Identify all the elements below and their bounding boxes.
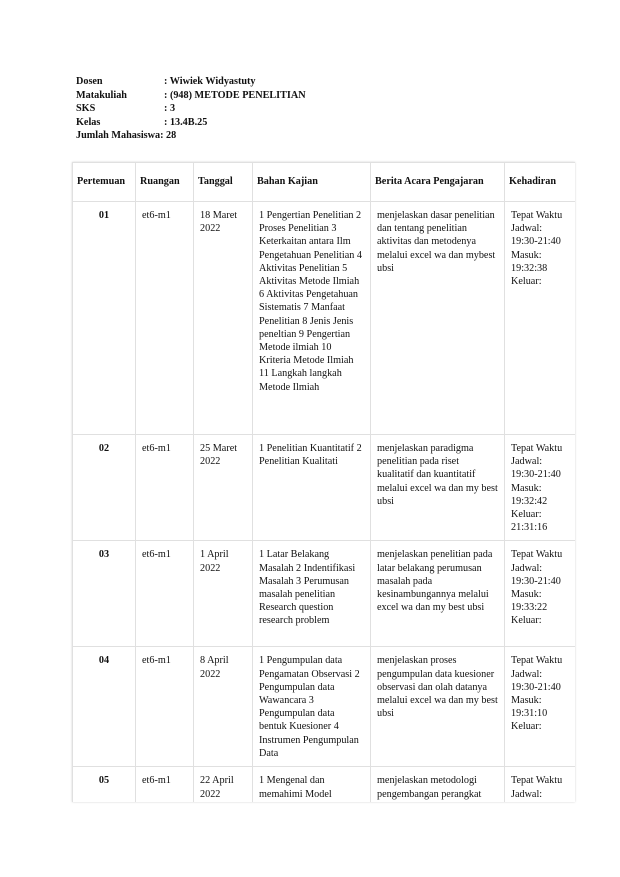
cell-ruangan: et6-m1 [136, 767, 194, 802]
kelas-row [76, 116, 306, 130]
cell-kehadiran: Tepat Waktu Jadwal: 19:30-21:40 Masuk: 19:32:42 Keluar: 21:31:16 [505, 435, 576, 541]
table-header-row [73, 163, 576, 202]
table-row [73, 767, 576, 802]
table-row [73, 647, 576, 767]
cell-pertemuan: 01 [73, 202, 136, 435]
attendance-table [72, 162, 575, 802]
cell-pertemuan: 02 [73, 435, 136, 541]
matakuliah-row [76, 89, 306, 103]
matakuliah-value: : (948) METODE PENELITIAN [164, 89, 306, 101]
cell-berita-acara: menjelaskan proses pengumpulan data kuesioner observasi dan olah datanya melalui excel wa dan my best ubsi [371, 647, 505, 767]
sks-value: : 3 [164, 103, 176, 114]
cell-kehadiran: Tepat Waktu Jadwal: 19:30-21:40 Masuk: 19:33:22 Keluar: [505, 541, 576, 647]
cell-ruangan: et6-m1 [136, 541, 194, 647]
cell-bahan-kajian: 1 Pengumpulan data Pengamatan Observasi 2 Pengumpulan data Wawancara 3 Pengumpulan data bentuk Kuesioner 4 Instrumen Pengumpulan Data [253, 647, 371, 767]
matakuliah-label: Matakuliah [76, 89, 127, 101]
jumlah-value: : 28 [160, 130, 177, 141]
cell-tanggal: 22 April 2022 [194, 767, 253, 802]
dosen-label: Dosen [76, 76, 103, 87]
col-header-kehadiran: Kehadiran [505, 163, 576, 202]
cell-tanggal: 18 Maret 2022 [194, 202, 253, 435]
cell-berita-acara: menjelaskan metodologi pengembangan perangkat [371, 767, 505, 802]
cell-pertemuan: 04 [73, 647, 136, 767]
col-header-bahan-kajian: Bahan Kajian [253, 163, 371, 202]
kelas-label: Kelas [76, 116, 101, 128]
attendance-table-container [72, 162, 575, 802]
cell-berita-acara: menjelaskan dasar penelitian dan tentang penelitian aktivitas dan metodenya melalui excel wa dan mybest ubsi [371, 202, 505, 435]
kelas-value: : 13.4B.25 [164, 116, 208, 128]
col-header-berita-acara: Berita Acara Pengajaran [371, 163, 505, 202]
cell-tanggal: 1 April 2022 [194, 541, 253, 647]
cell-kehadiran: Tepat Waktu Jadwal: 19:30-21:40 Masuk: 19:32:38 Keluar: [505, 202, 576, 435]
table-row [73, 202, 576, 435]
cell-ruangan: et6-m1 [136, 202, 194, 435]
sks-row [76, 102, 306, 116]
cell-bahan-kajian: 1 Penelitian Kuantitatif 2 Penelitian Kualitati [253, 435, 371, 541]
cell-bahan-kajian: 1 Latar Belakang Masalah 2 Indentifikasi Masalah 3 Perumusan masalah penelitian Research question research problem [253, 541, 371, 647]
cell-pertemuan: 05 [73, 767, 136, 802]
cell-ruangan: et6-m1 [136, 435, 194, 541]
dosen-value: : Wiwiek Widyastuty [164, 76, 256, 87]
cell-bahan-kajian: 1 Mengenal dan memahimi Model [253, 767, 371, 802]
cell-ruangan: et6-m1 [136, 647, 194, 767]
dosen-row [76, 75, 306, 89]
cell-kehadiran: Tepat Waktu Jadwal: [505, 767, 576, 802]
cell-berita-acara: menjelaskan paradigma penelitian pada riset kualitatif dan kuantitatif melalui excel wa dan my best ubsi [371, 435, 505, 541]
table-row [73, 541, 576, 647]
col-header-pertemuan: Pertemuan [73, 163, 136, 202]
cell-kehadiran: Tepat Waktu Jadwal: 19:30-21:40 Masuk: 19:31:10 Keluar: [505, 647, 576, 767]
sks-label: SKS [76, 103, 96, 114]
cell-berita-acara: menjelaskan penelitian pada latar belakang perumusan masalah pada kesinambungannya melalui excel wa dan my best ubsi [371, 541, 505, 647]
course-info [76, 75, 306, 143]
cell-pertemuan: 03 [73, 541, 136, 647]
col-header-tanggal: Tanggal [194, 163, 253, 202]
cell-tanggal: 8 April 2022 [194, 647, 253, 767]
cell-tanggal: 25 Maret 2022 [194, 435, 253, 541]
table-row [73, 435, 576, 541]
jumlah-row [76, 129, 306, 143]
col-header-ruangan: Ruangan [136, 163, 194, 202]
jumlah-label: Jumlah Mahasiswa [76, 130, 161, 141]
cell-bahan-kajian: 1 Pengertian Penelitian 2 Proses Penelitian 3 Keterkaitan antara Ilm Pengetahuan Penelitian 4 Aktivitas Penelitian 5 Aktivitas Metode Ilmiah 6 Aktivitas Pengetahuan Sistematis 7 Manfaat Penelitian 8 Jenis Jenis peneltian 9 Pengertian Metode ilmiah 10 Kriteria Metode Ilmiah 11 Langkah langkah Metode Ilmiah [253, 202, 371, 435]
